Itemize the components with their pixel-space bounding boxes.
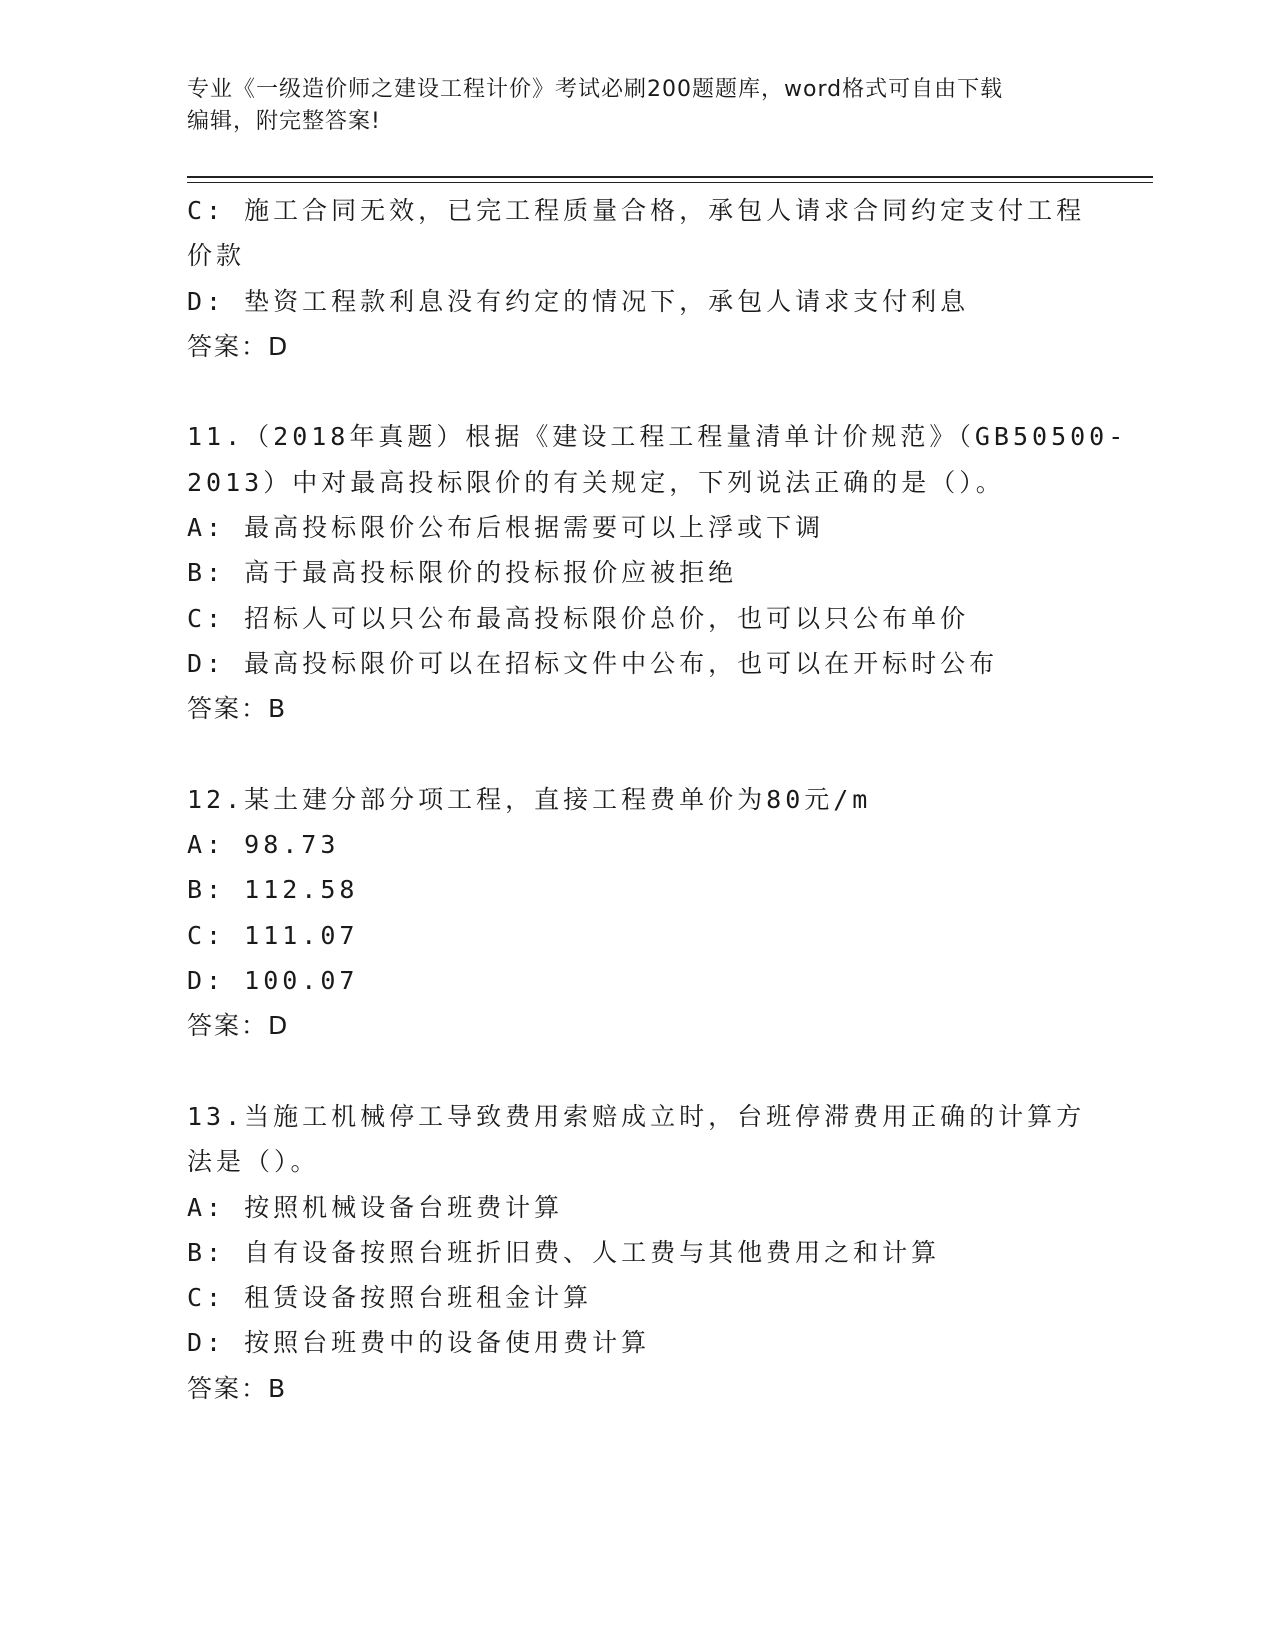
- option-d: D: 按照台班费中的设备使用费计算: [187, 1328, 651, 1358]
- question-line: D: 垫资工程款利息没有约定的情况下，承包人请求支付利息: [187, 286, 970, 316]
- question-body: [187, 188, 1128, 1411]
- option-a: A: 最高投标限价公布后根据需要可以上浮或下调: [187, 513, 825, 543]
- answer-line: 答案：D: [187, 331, 290, 361]
- block-spacer: [187, 732, 1087, 777]
- option-c: C: 租赁设备按照台班租金计算: [187, 1283, 593, 1313]
- question-stem-line: 13.当施工机械停工导致费用索赔成立时，台班停滞费用正确的计算方: [187, 1101, 1086, 1131]
- option-b: B: 112.58: [187, 875, 359, 905]
- answer-line: 答案：D: [187, 1011, 290, 1041]
- question-line: C: 施工合同无效，已完工程质量合格，承包人请求合同约定支付工程: [187, 196, 1086, 225]
- option-c: C: 111.07: [187, 920, 359, 950]
- answer-line: 答案：B: [187, 1373, 288, 1403]
- option-b: B: 自有设备按照台班折旧费、人工费与其他费用之和计算: [187, 1237, 941, 1267]
- option-a: A: 98.73: [187, 830, 340, 860]
- option-d: D: 最高投标限价可以在招标文件中公布，也可以在开标时公布: [187, 648, 999, 678]
- header-rule-thin: [187, 182, 1153, 183]
- header-line-2: 编辑，附完整答案!: [187, 109, 381, 134]
- question-stem-line: 12.某土建分部分项工程，直接工程费单价为80元/m: [187, 784, 872, 814]
- answer-line: 答案：B: [187, 694, 288, 724]
- question-block: [187, 414, 1128, 731]
- question-block: [187, 188, 1087, 369]
- question-stem-line: 11.（2018年真题）根据《建设工程工程量清单计价规范》（GB50500-: [187, 422, 1128, 452]
- header-line-1: 专业《一级造价师之建设工程计价》考试必刷200题题库，word格式可自由下载: [187, 77, 1004, 102]
- header-rule-thick: [187, 176, 1153, 178]
- question-block: [187, 777, 1087, 1049]
- block-spacer: [187, 369, 1087, 414]
- option-b: B: 高于最高投标限价的投标报价应被拒绝: [187, 558, 738, 588]
- page-header: [187, 74, 1067, 138]
- question-block: [187, 1094, 1087, 1411]
- option-d: D: 100.07: [187, 966, 359, 996]
- option-c: C: 招标人可以只公布最高投标限价总价，也可以只公布单价: [187, 603, 970, 633]
- question-stem-line: 法是（）。: [187, 1147, 320, 1177]
- option-a: A: 按照机械设备台班费计算: [187, 1192, 564, 1222]
- question-stem-line: 2013）中对最高投标限价的有关规定，下列说法正确的是（）。: [187, 467, 1005, 497]
- question-line: 价款: [187, 241, 246, 271]
- block-spacer: [187, 1049, 1087, 1094]
